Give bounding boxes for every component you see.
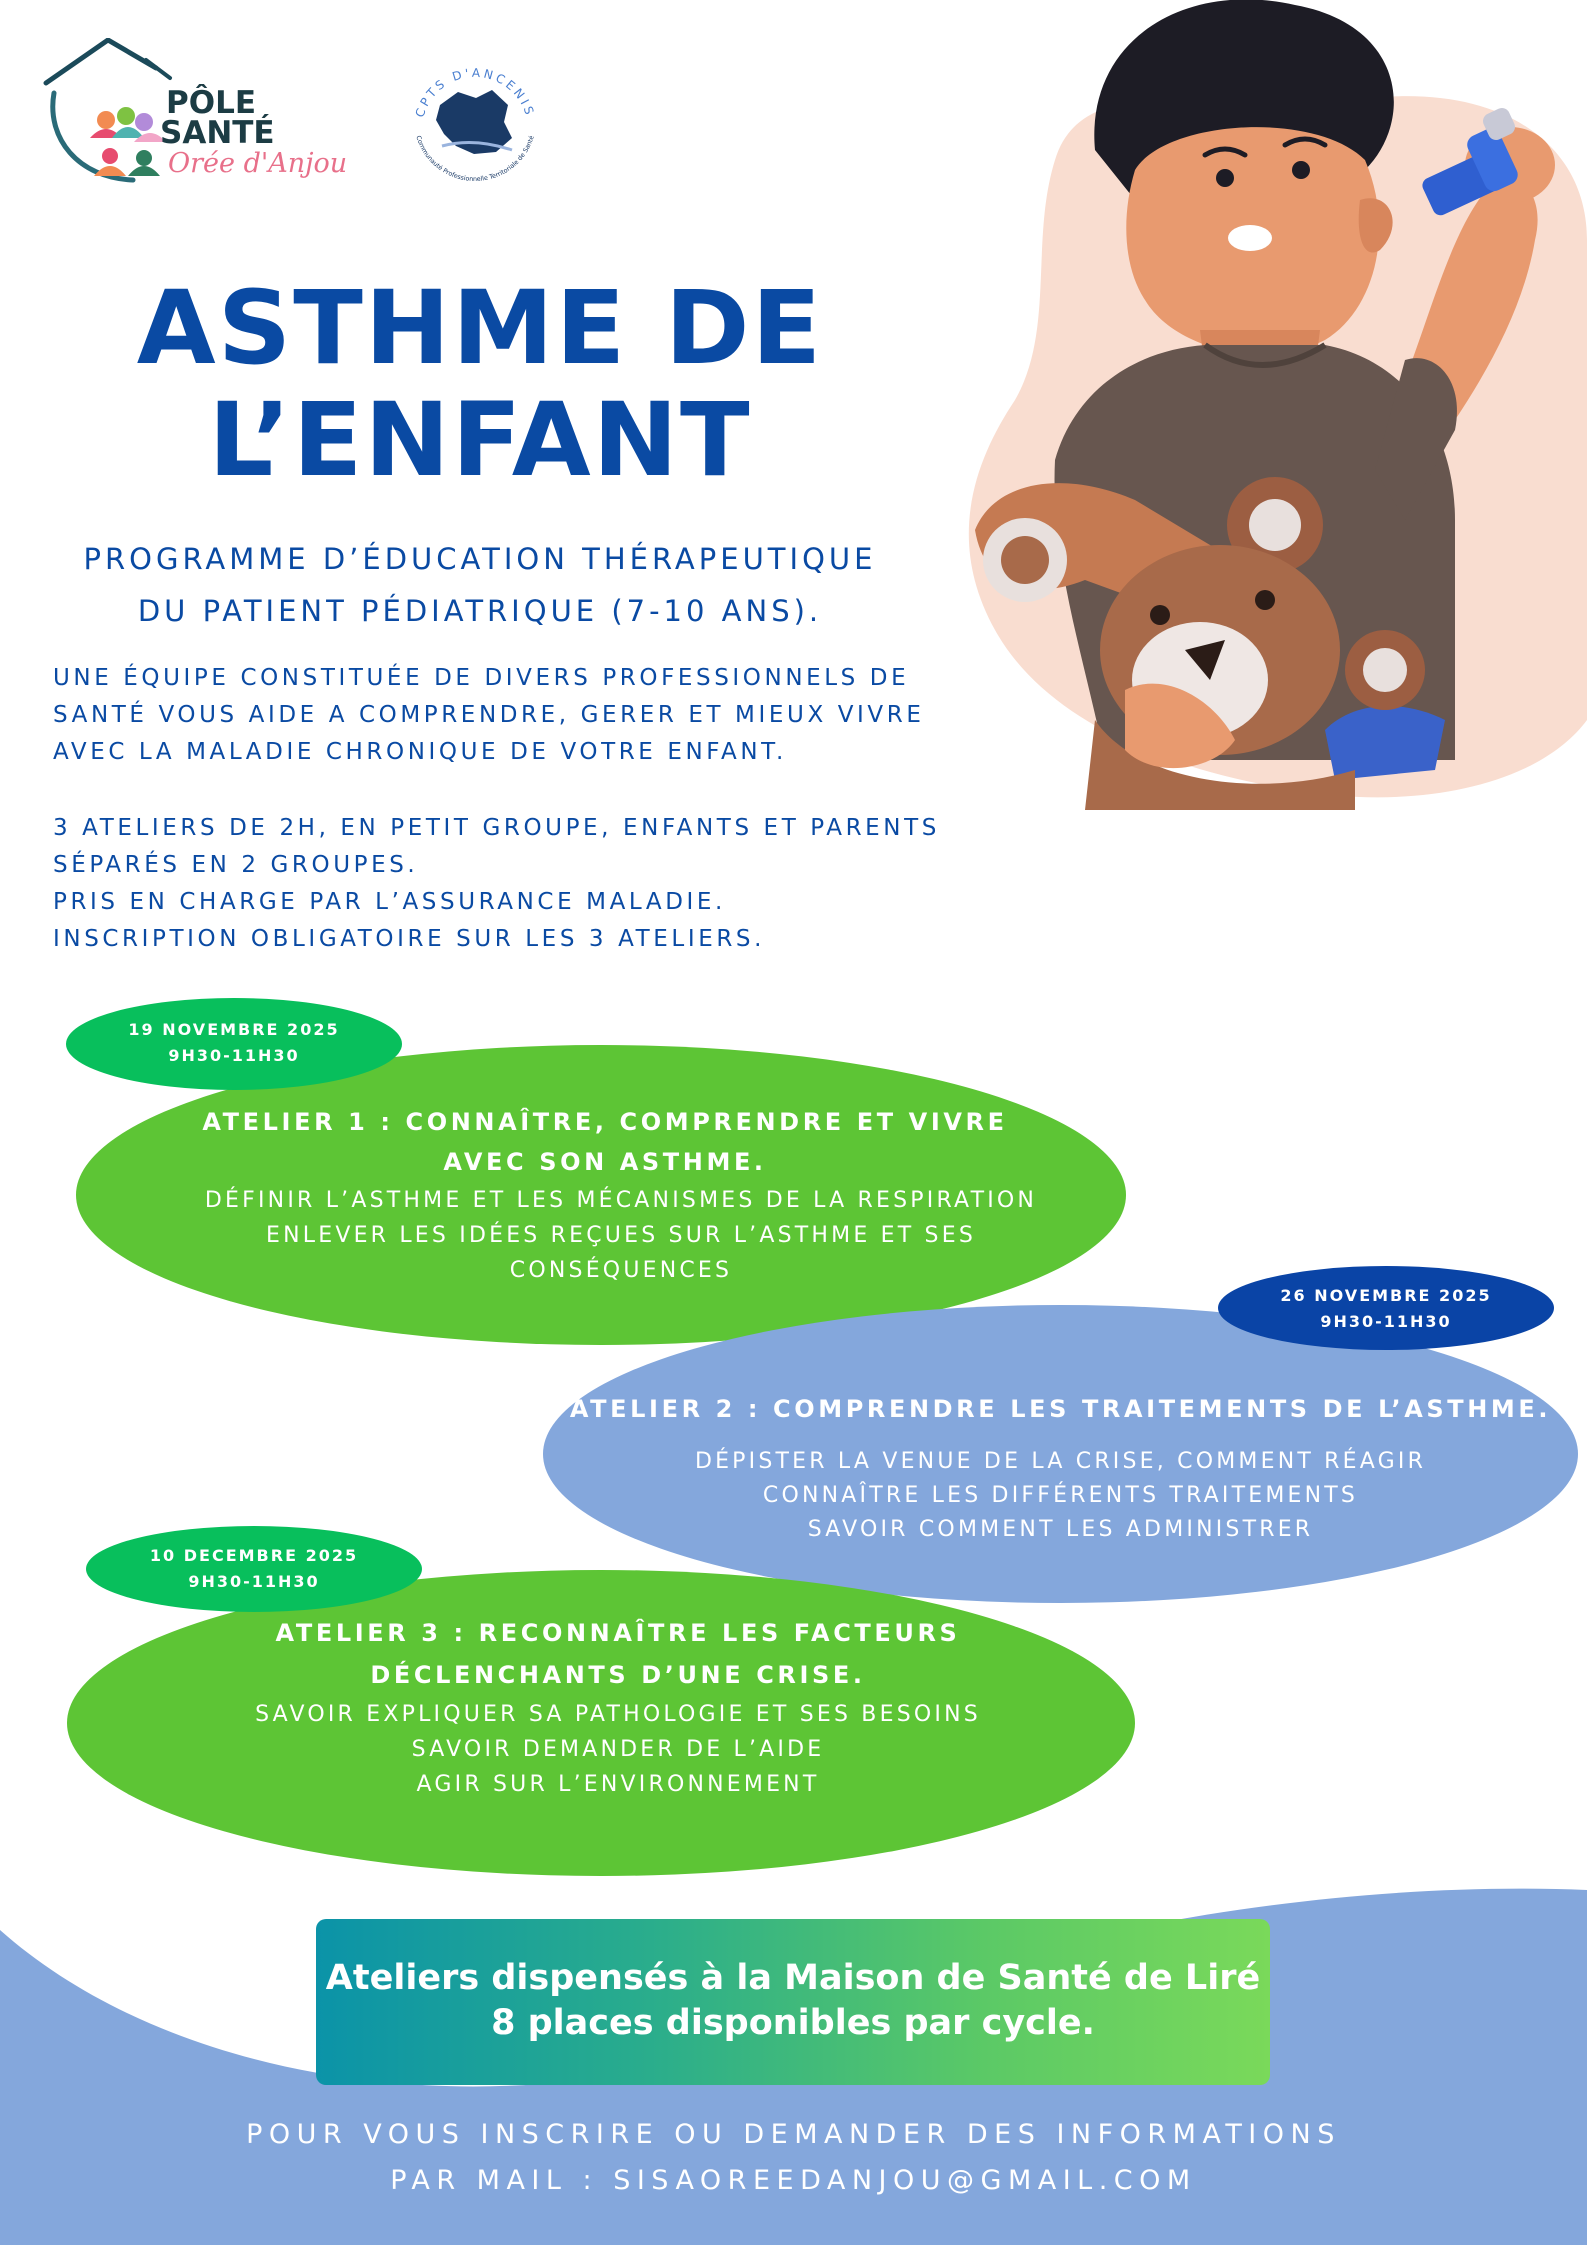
pole-sante-word-2: SANTÉ [160,115,275,151]
pole-sante-word-3: Orée d'Anjou [168,148,348,179]
workshop-1-title: AVEC SON ASTHME. [443,1148,767,1176]
workshop-1-date: 19 NOVEMBRE 2025 [128,1020,340,1039]
info-box-places: 8 places disponibles par cycle. [491,2003,1095,2043]
footer-email-text: PAR MAIL : SISAOREEDANJOU@GMAIL.COM [390,2165,1197,2196]
cpts-arc-subtitle: Communauté Professionnelle Territoriale de Santé [414,134,536,183]
subtitle-line-2: DU PATIENT PÉDIATRIQUE (7-10 ANS). [137,594,823,628]
workshop-2-item: CONNAÎTRE LES DIFFÉRENTS TRAITEMENTS [762,1483,1359,1508]
intro-text-line: SÉPARÉS EN 2 GROUPES. [53,852,419,878]
workshop-3-item: SAVOIR DEMANDER DE L’AIDE [411,1737,825,1762]
workshop-2-date-badge [1218,1266,1554,1350]
pole-sante-logo [38,38,358,188]
workshop-3-date: 10 DECEMBRE 2025 [149,1546,359,1565]
workshop-1-item: CONSÉQUENCES [509,1258,733,1283]
pole-sante-word-1: PÔLE [166,85,257,121]
intro-text-line: SANTÉ VOUS AIDE A COMPRENDRE, GERER ET MIEUX VIVRE [53,702,925,728]
workshop-3-title: ATELIER 3 : RECONNAÎTRE LES FACTEURS [275,1619,961,1647]
intro-text-line: AVEC LA MALADIE CHRONIQUE DE VOTRE ENFANT. [53,739,787,765]
child-inhaler-illustration [935,0,1587,810]
cpts-arc-title: CPTS D'ANCENIS [412,65,538,120]
workshop-3-item: SAVOIR EXPLIQUER SA PATHOLOGIE ET SES BESOINS [255,1702,981,1727]
workshop-3-date-badge [86,1526,422,1612]
workshop-2-time: 9H30-11H30 [1320,1312,1452,1331]
cpts-logo [400,50,550,200]
intro-text-line: PRIS EN CHARGE PAR L’ASSURANCE MALADIE. [53,889,726,915]
workshop-2-title: ATELIER 2 : COMPRENDRE LES TRAITEMENTS DE L’ASTHME. [569,1395,1552,1423]
workshop-3-time: 9H30-11H30 [188,1572,320,1591]
workshop-2-item: SAVOIR COMMENT LES ADMINISTRER [807,1517,1314,1542]
workshop-1-title: ATELIER 1 : CONNAÎTRE, COMPRENDRE ET VIVRE [202,1108,1008,1136]
title-line-1: ASTHME DE [136,269,824,388]
cpts-emblem [400,50,550,200]
workshop-1-item: ENLEVER LES IDÉES REÇUES SUR L’ASTHME ET SES [266,1223,976,1248]
workshop-2-date: 26 NOVEMBRE 2025 [1280,1286,1492,1305]
title-line-2: L’ENFANT [208,381,752,500]
location-info-box [316,1919,1270,2085]
intro-text-line: 3 ATELIERS DE 2H, EN PETIT GROUPE, ENFANTS ET PARENTS [53,815,940,841]
workshop-1-item: DÉFINIR L’ASTHME ET LES MÉCANISMES DE LA RESPIRATION [204,1188,1038,1213]
intro-text-line: INSCRIPTION OBLIGATOIRE SUR LES 3 ATELIERS. [53,926,766,952]
workshop-3-item: AGIR SUR L’ENVIRONNEMENT [416,1772,820,1797]
subtitle-line-1: PROGRAMME D’ÉDUCATION THÉRAPEUTIQUE [83,542,877,576]
workshop-3-title: DÉCLENCHANTS D’UNE CRISE. [370,1661,866,1689]
workshop-1-date-badge [66,998,402,1090]
intro-text-line: UNE ÉQUIPE CONSTITUÉE DE DIVERS PROFESSIONNELS DE [53,665,910,691]
info-box-location: Ateliers dispensés à la Maison de Santé de Liré [325,1958,1261,1998]
footer-signup-text: POUR VOUS INSCRIRE OU DEMANDER DES INFORMATIONS [246,2119,1341,2150]
workshop-1-time: 9H30-11H30 [168,1046,300,1065]
workshop-2-item: DÉPISTER LA VENUE DE LA CRISE, COMMENT RÉAGIR [694,1449,1427,1474]
